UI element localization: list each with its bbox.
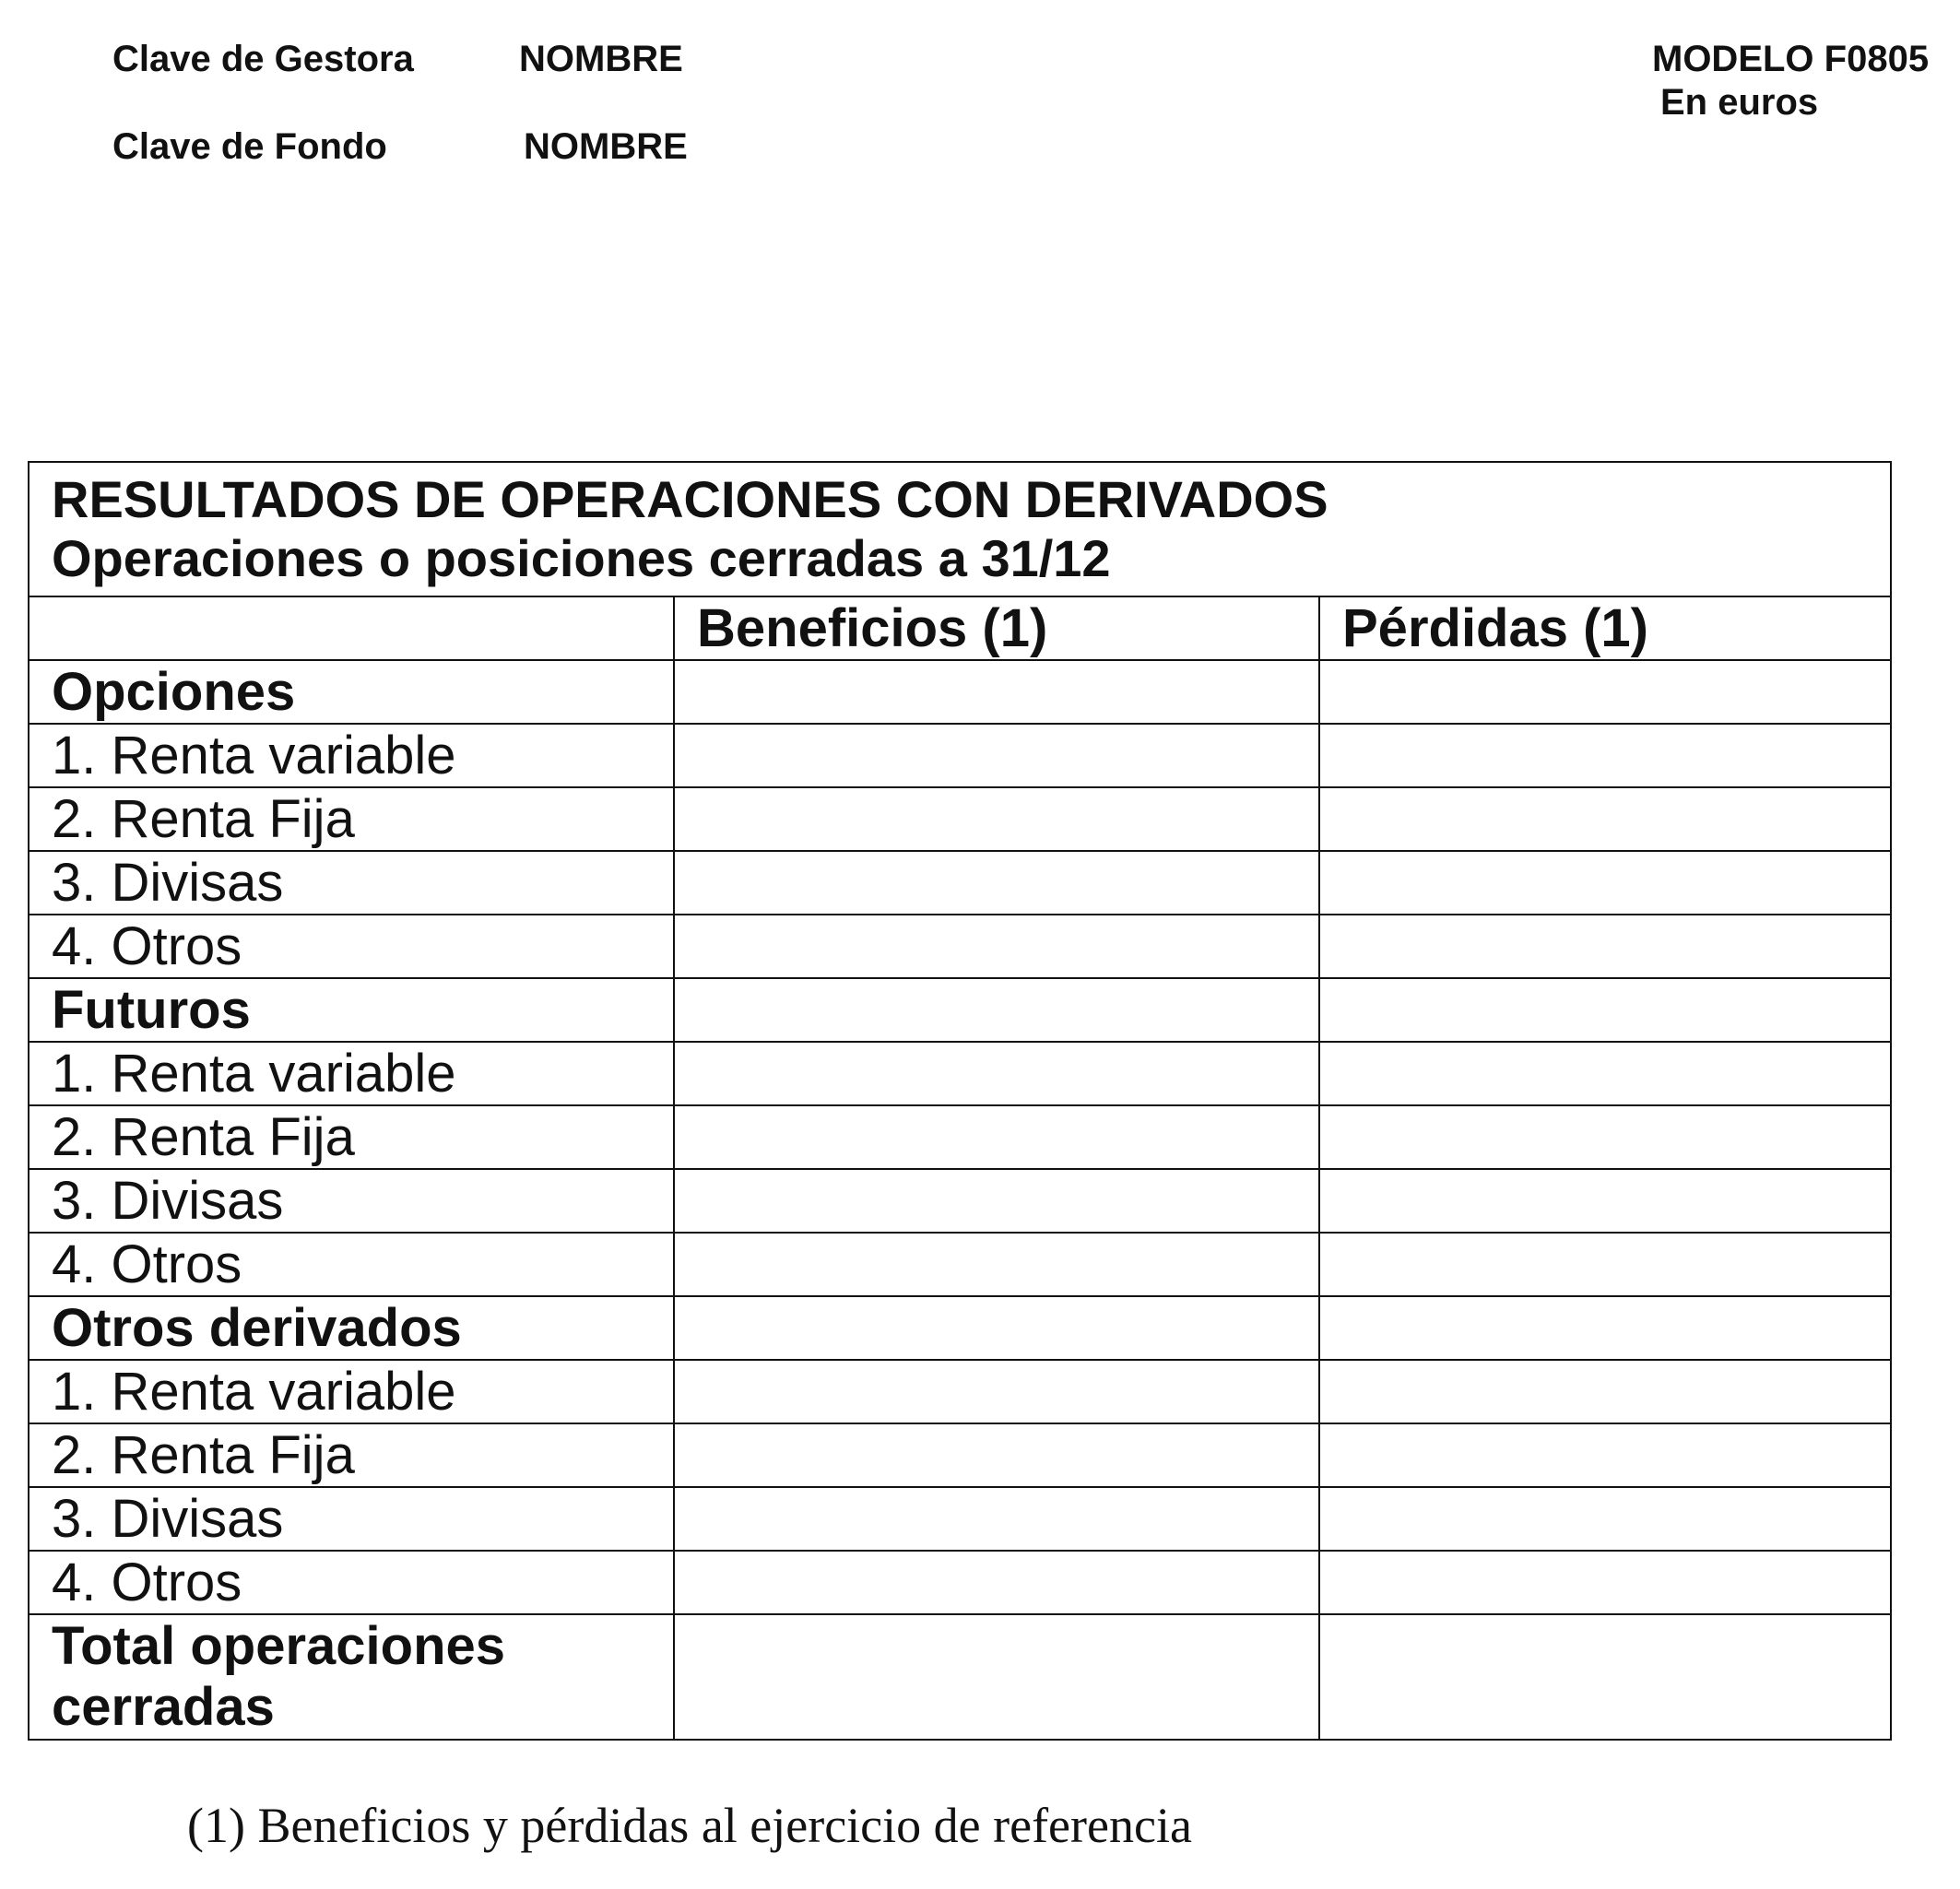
row-label: 2. Renta Fija: [29, 1105, 674, 1169]
perdidas-cell: [1319, 1487, 1891, 1551]
row-label: 4. Otros: [29, 915, 674, 978]
beneficios-cell: [674, 1423, 1319, 1487]
modelo-code: MODELO F0805: [1652, 39, 1930, 79]
section-label: Opciones: [29, 660, 674, 724]
row-label: 3. Divisas: [29, 851, 674, 915]
beneficios-cell: [674, 851, 1319, 915]
table-row: [29, 915, 1891, 978]
total-row: [29, 1614, 1891, 1740]
perdidas-cell: [1319, 660, 1891, 724]
beneficios-cell: [674, 787, 1319, 851]
beneficios-cell: [674, 978, 1319, 1042]
table-row: [29, 1551, 1891, 1614]
perdidas-cell: [1319, 1360, 1891, 1423]
beneficios-cell: [674, 724, 1319, 787]
row-label: 3. Divisas: [29, 1487, 674, 1551]
table-row: [29, 787, 1891, 851]
table-row: [29, 1487, 1891, 1551]
perdidas-cell: [1319, 1423, 1891, 1487]
table-row: [29, 1423, 1891, 1487]
beneficios-cell: [674, 660, 1319, 724]
beneficios-cell: [674, 1233, 1319, 1296]
row-label: 2. Renta Fija: [29, 787, 674, 851]
perdidas-cell: [1319, 1169, 1891, 1233]
perdidas-cell: [1319, 1105, 1891, 1169]
table-title: [29, 462, 1891, 596]
perdidas-cell: [1319, 978, 1891, 1042]
table-row: [29, 1105, 1891, 1169]
table-section-row: [29, 660, 1891, 724]
perdidas-cell: [1319, 1296, 1891, 1360]
section-label: Futuros: [29, 978, 674, 1042]
row-label: 4. Otros: [29, 1233, 674, 1296]
beneficios-cell: [674, 1105, 1319, 1169]
beneficios-cell: [674, 1551, 1319, 1614]
table-row: [29, 1233, 1891, 1296]
column-header-perdidas: Pérdidas (1): [1319, 596, 1891, 660]
total-perdidas-cell: [1319, 1614, 1891, 1740]
perdidas-cell: [1319, 851, 1891, 915]
row-label: 3. Divisas: [29, 1169, 674, 1233]
perdidas-cell: [1319, 1551, 1891, 1614]
table-row: [29, 1169, 1891, 1233]
row-label: 1. Renta variable: [29, 1042, 674, 1105]
footnote: (1) Beneficios y pérdidas al ejercicio de referencia: [187, 1798, 1192, 1853]
perdidas-cell: [1319, 915, 1891, 978]
header-empty-cell: [29, 596, 674, 660]
beneficios-cell: [674, 1360, 1319, 1423]
row-label: 2. Renta Fija: [29, 1423, 674, 1487]
total-label: [29, 1614, 674, 1740]
gestora-value: NOMBRE: [519, 39, 683, 79]
fondo-label: Clave de Fondo: [112, 126, 387, 167]
total-label-line2: cerradas: [52, 1677, 275, 1737]
row-label: 1. Renta variable: [29, 724, 674, 787]
perdidas-cell: [1319, 724, 1891, 787]
perdidas-cell: [1319, 787, 1891, 851]
total-label-line1: Total operaciones: [52, 1616, 506, 1676]
derivatives-results-table: [28, 461, 1892, 1741]
column-header-beneficios: Beneficios (1): [674, 596, 1319, 660]
fondo-value: NOMBRE: [524, 126, 688, 167]
beneficios-cell: [674, 915, 1319, 978]
table-row: [29, 1042, 1891, 1105]
total-beneficios-cell: [674, 1614, 1319, 1740]
table-section-row: [29, 1296, 1891, 1360]
beneficios-cell: [674, 1487, 1319, 1551]
table-row: [29, 851, 1891, 915]
perdidas-cell: [1319, 1233, 1891, 1296]
table-row: [29, 724, 1891, 787]
beneficios-cell: [674, 1042, 1319, 1105]
currency-note: En euros: [1660, 82, 1819, 123]
table-section-row: [29, 978, 1891, 1042]
beneficios-cell: [674, 1296, 1319, 1360]
row-label: 4. Otros: [29, 1551, 674, 1614]
table-row: [29, 1360, 1891, 1423]
table-title-line1: RESULTADOS DE OPERACIONES CON DERIVADOS: [52, 470, 1328, 528]
gestora-label: Clave de Gestora: [112, 39, 414, 79]
table-title-line2: Operaciones o posiciones cerradas a 31/12: [52, 529, 1111, 587]
section-label: Otros derivados: [29, 1296, 674, 1360]
perdidas-cell: [1319, 1042, 1891, 1105]
beneficios-cell: [674, 1169, 1319, 1233]
row-label: 1. Renta variable: [29, 1360, 674, 1423]
